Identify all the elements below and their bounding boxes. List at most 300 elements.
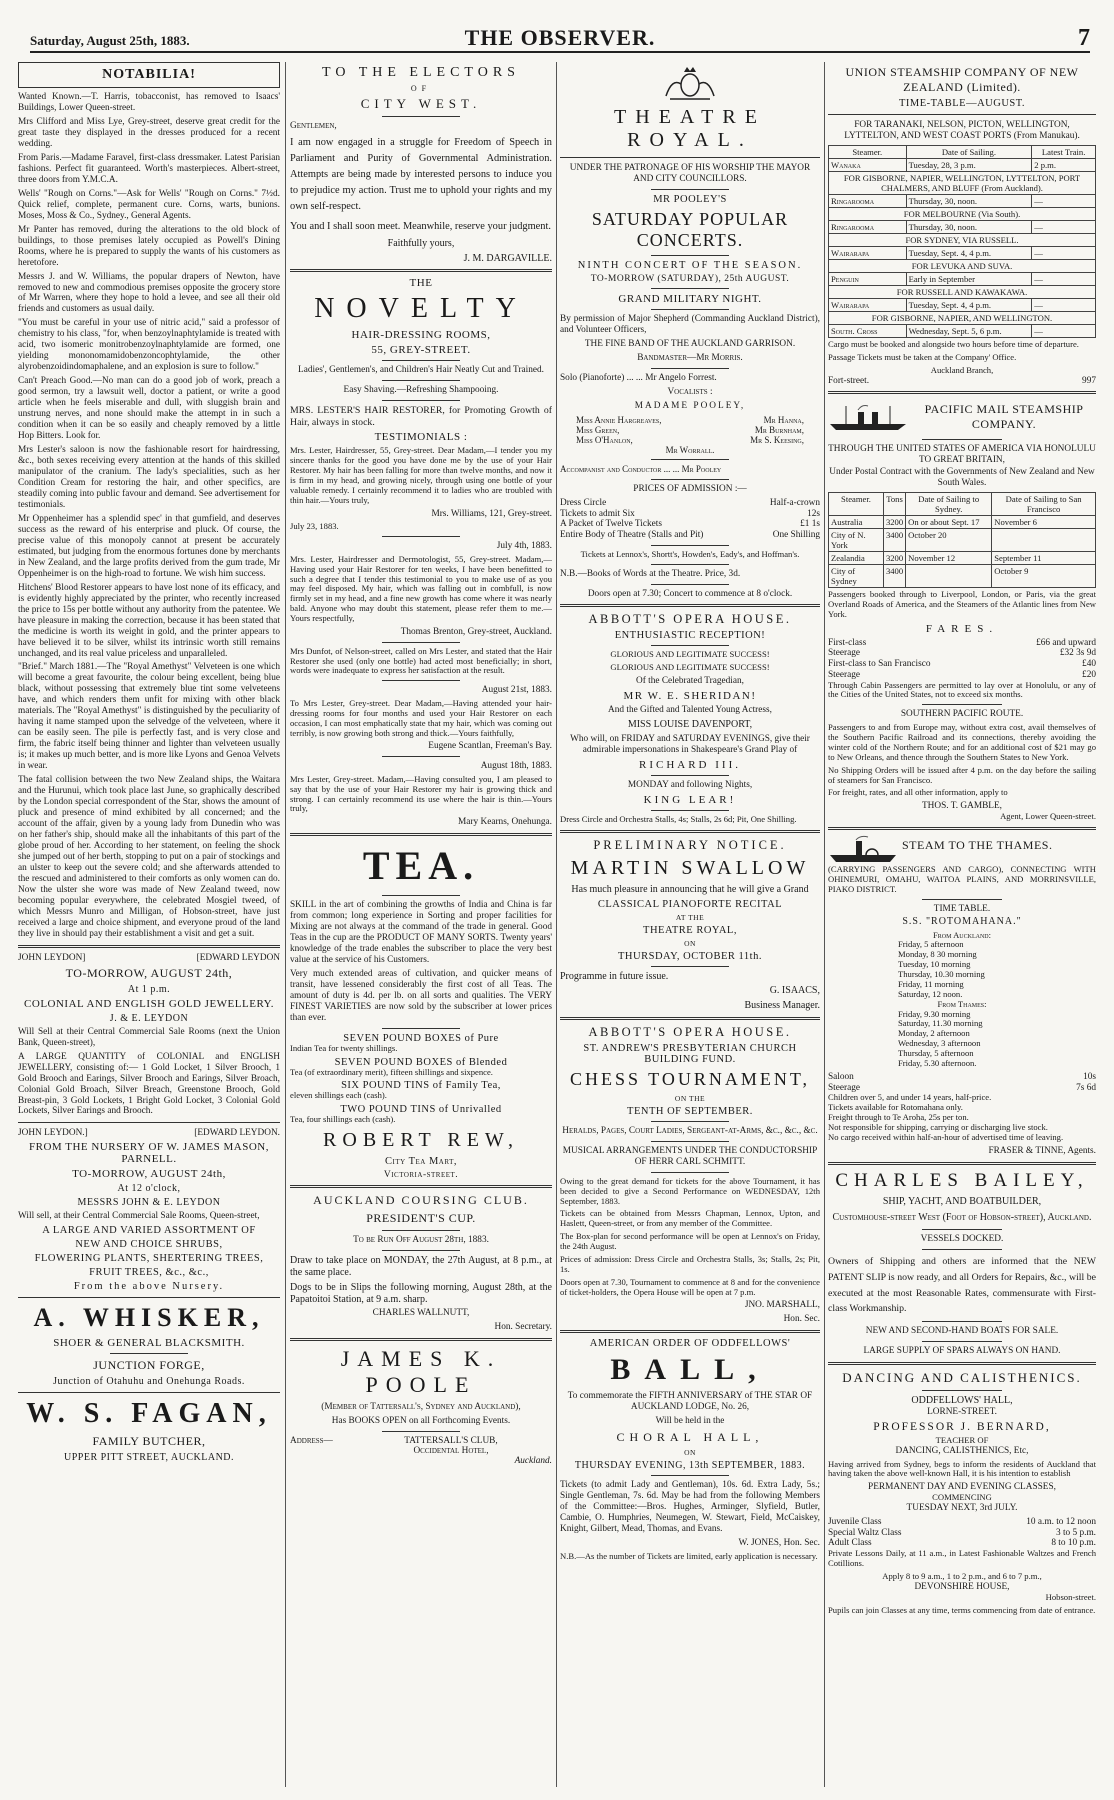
tea-offer: SIX POUND TINS of Family Tea, (341, 1080, 501, 1092)
ball-hall: CHORAL HALL, (616, 1430, 764, 1445)
fare-label: First-class to San Francisco (828, 659, 931, 670)
sf-cell (992, 529, 1096, 552)
notabilia-list (18, 92, 280, 940)
opera-who: Who will, on FRIDAY and SATURDAY EVENINGS, give their admirable impersonations in Shakespeare's Grand Play of (570, 733, 810, 755)
sale-date: TO-MORROW, AUGUST 24th, (72, 1168, 226, 1181)
fare-value: £66 and upward (1036, 637, 1096, 648)
opera-actor: MR W. E. SHERIDAN! (623, 690, 757, 703)
sale-title: COLONIAL AND ENGLISH GOLD JEWELLERY. (24, 997, 274, 1010)
ball-nb: N.B.—As the number of Tickets are limited, early application is necessary. (560, 1551, 818, 1562)
chess-role: Hon. Sec. (783, 1314, 820, 1325)
church-fund: ST. ANDREW'S PRESBYTERIAN CHURCH BUILDING FUND. (583, 1042, 797, 1065)
train-cell: — (1032, 272, 1096, 285)
recital-signature: G. ISAACS, (769, 985, 820, 997)
notabilia-item: From Paris.—Madame Faravel, first-class dressmaker. Latest Parisian fashions. Perfect fit guaranteed. Worth's masterpieces. Albert-street, three doors from Y.M.C.A. (18, 152, 280, 185)
pacific-mail-ad (828, 399, 1096, 822)
class-time: 10 a.m. to 12 noon (1026, 1517, 1096, 1528)
chess-cast: Heralds, Pages, Court Ladies, Sergeant-at-Arms, &c., &c., &c. (562, 1125, 818, 1136)
chess-date: TENTH OF SEPTEMBER. (627, 1105, 753, 1117)
recital-date: THURSDAY, OCTOBER 11th. (618, 950, 762, 962)
pianist-name: MARTIN SWALLOW (570, 856, 810, 879)
vocalist: Miss O'Hanlon, (576, 434, 633, 445)
thames-sailing: Thursday, 10.30 morning (898, 969, 985, 980)
fagan-trade: FAMILY BUTCHER, (92, 1434, 206, 1449)
theatre-prices-heading: PRICES OF ADMISSION :— (633, 483, 747, 494)
column-rule (556, 62, 557, 1787)
oddfellows-ball-ad (560, 1338, 820, 1562)
masthead (30, 25, 1090, 53)
sale-title: FROM THE NURSERY OF W. JAMES MASON, PARNELL. (29, 1141, 269, 1166)
novelty-address: 55, GREY-STREET. (371, 344, 471, 357)
chess-para: Tickets can be obtained from Messrs Chapman, Lennox, Upton, and Haslett, Queen-street, or from any member of the Committee. (560, 1208, 820, 1229)
theatre-bandmaster: Bandmaster—Mr Morris. (637, 352, 743, 363)
sale-line: A LARGE AND VARIED ASSORTMENT OF (42, 1225, 256, 1237)
pacific-col-header: Tons (883, 493, 905, 516)
electors-line-3: CITY WEST. (360, 96, 482, 111)
union-passage: Passage Tickets must be taken at the Company' Office. (828, 351, 1017, 362)
pacific-shipping: No Shipping Orders will be issued after 4 p.m. on the day before the sailing of steamers for San Francisco. (828, 764, 1096, 785)
union-cargo: Cargo must be booked and alongside two hours before time of departure. (828, 338, 1079, 349)
union-timetable: TIME-TABLE—AUGUST. (898, 98, 1026, 109)
chess-para: The Box-plan for second performance will be open at Lennox's on Friday, the 24th August. (560, 1231, 820, 1252)
notabilia-item: The fatal collision between the two New Zealand ships, the Waitara and the Hurunui, which took place last June, so graphically described by the London special correspondent of the Star, shows the amount of pluck and presence of mind exhibited by all concerned; and the account of the affair, given by a young lady from Dunedin who was on her father's ship, should make all the inhabitants of this part of the globe proud of her. According to her statement, on feeling the shock she jumped out of her berth, stopping to put on a pair of stockings and an ulster to keep out the severe cold; and she afterwards attended to the rescued and administered to their comforts as only women can do. Now the ulster she wore was made of New Zealand tweed, now becoming popular everywhere, the celebrated Mosgiel tweed, of which Messrs Munro and Milligan, of Hobson-street, have just received a large and choice shipment, and everyone proud of the land they live in should pay their establishment a visit and get a suit. (18, 775, 280, 939)
thames-from-thames: From Thames: (937, 998, 987, 1009)
thames-sailing: Friday, 5 afternoon (898, 939, 964, 950)
tea-offer-detail: Tea (of extraordinary merit), fifteen shillings and sixpence. (290, 1066, 493, 1077)
union-steamship-ad (828, 65, 1096, 386)
thames-note: Not responsible for shipping, carrying or discharging live stock. (828, 1121, 1048, 1132)
tons-cell: 3200 (883, 516, 905, 529)
column-1 (18, 62, 280, 1787)
table-row (829, 516, 1096, 529)
auctioneer-name: MESSRS JOHN & E. LEYDON (77, 1197, 221, 1209)
class-label: Special Waltz Class (828, 1527, 902, 1538)
theatre-permission: By permission of Major Shepherd (Commanding Auckland District), and Volunteer Officers, (560, 313, 820, 335)
ball-title: BALL, (610, 1353, 770, 1387)
sf-cell: October 9 (992, 565, 1096, 588)
vocalist: Mr S. Keesing, (750, 434, 804, 445)
price-label: Entire Body of Theatre (Stalls and Pit) (560, 529, 704, 540)
whisker-ad (18, 1303, 280, 1387)
poole-address-block (290, 1436, 552, 1466)
paddle-steamer-icon (828, 835, 898, 865)
dancing-pupils: Pupils can join Classes at any time, terms commencing from date of entrance. (828, 1604, 1096, 1615)
pacific-col-header: Steamer. (829, 493, 884, 516)
thames-note: Freight through to Te Aroha, 25s per ton. (828, 1111, 969, 1122)
thames-sailing: Monday, 2 afternoon (898, 1028, 970, 1039)
opera-success: GLORIOUS AND LEGITIMATE SUCCESS! (610, 662, 770, 673)
route-header: FOR GISBORNE, NAPIER, WELLINGTON, LYTTELTON, PORT CHALMERS, AND BLUFF (From Auckland). (829, 171, 1096, 194)
table-row (829, 565, 1096, 588)
thames-sailing: Saturday, 12 noon. (898, 988, 963, 999)
sale-time: At 12 o'clock, (117, 1183, 181, 1195)
dancing-classes: PERMANENT DAY AND EVENING CLASSES, (868, 1482, 1056, 1493)
testimonial: Mrs Lester, Grey-street. Madam,—Having consulted you, I am pleased to say that by the use of your Hair Restorer my hair is growing thick and strong. I can certainly recommend its use where the hair is thin.—Yours truly, (290, 773, 552, 814)
class-time: 3 to 5 p.m. (1055, 1527, 1096, 1538)
chess-signature: JNO. MARSHALL, (744, 1300, 820, 1311)
notabilia-item: Hitchens' Blood Restorer appears to have lost none of its efficacy, and is evidently highly appreciated by the printer, who recently increased the price to 15s per bottle without any authority from the patentee. We have pleasure in making the correction, because it has been stated that the medicine is worth its weight in gold, and the printer appears to have believed it to be silver, whilst its intrinsic worth still remains unchanged, and its real value priceless and unparalleled. (18, 582, 280, 659)
whisker-trade: SHOER & GENERAL BLACKSMITH. (53, 1337, 245, 1350)
testimonial-date: August 18th, 1883. (480, 761, 552, 772)
dancing-house: DEVONSHIRE HOUSE, (914, 1581, 1010, 1592)
pacific-through: THROUGH THE UNITED STATES OF AMERICA VIA HONOLULU TO GREAT BRITAIN, (828, 444, 1096, 466)
testimonials-heading: TESTIMONIALS : (374, 431, 468, 444)
train-cell: — (1032, 324, 1096, 337)
novelty-line-1: Ladies', Gentlemen's, and Children's Hair Neatly Cut and Trained. (298, 365, 544, 376)
thames-sailing: Monday, 8 30 morning (898, 949, 977, 960)
thames-sailing: Friday, 5.30 afternoon. (898, 1057, 977, 1068)
column-rule (824, 62, 825, 1787)
theatre-patronage: UNDER THE PATRONAGE OF HIS WORSHIP THE MAYOR AND CITY COUNCILLORS. (569, 163, 811, 184)
whisker-name: A. WHISKER, (33, 1303, 265, 1333)
opera-prices: Dress Circle and Orchestra Stalls, 4s; Stalls, 2s 6d; Pit, One Shilling. (560, 813, 797, 824)
chess-para: Doors open at 7.30, Tournament to commence at 8 and for the convenience of ticket-holders, the Opera House will be open at 7 p.m. (560, 1276, 820, 1297)
steamer-cell: City of N. York (829, 529, 884, 552)
pacific-cabin: Through Cabin Passengers are permitted to lay over at Honolulu, or any of the Cities of the United States, not to exceed six months. (828, 679, 1096, 700)
auctioneer-name: J. & E. LEYDON (109, 1012, 189, 1024)
union-ports: FOR TARANAKI, NELSON, PICTON, WELLINGTON, LYTTELTON, AND WEST COAST PORTS (From Manukau). (844, 120, 1080, 141)
notabilia-item: Mr Oppenheimer has a splendid spec' in that gumfield, and deserves success as the reward of his enterprise and pluck. Of course, the precise value of this monopoly cannot at present be accurately estimated, but judging from the enormous fortunes done by merchants in New Zealand, and the large profits derived from the gum trade, Mr Oppenheimer is on the high-road to fortune. We wish him success. (18, 513, 280, 579)
testimonial-date: July 4th, 1883. (496, 541, 552, 552)
thames-sailing: Saturday, 11.30 morning (898, 1018, 983, 1029)
sale-line: FLOWERING PLANTS, SHERTERING TREES, (34, 1253, 264, 1265)
page-number: 7 (1078, 25, 1090, 51)
sydney-cell: October 20 (906, 529, 992, 552)
coursing-para-1: Draw to take place on MONDAY, the 27th August, at 8 p.m., at the same place. (290, 1255, 552, 1278)
ball-held: Will be held in the (655, 1416, 725, 1427)
theatre-ninth: NINTH CONCERT OF THE SEASON. (577, 259, 803, 271)
table-row (829, 220, 1096, 233)
fare-label: Steerage (828, 1082, 861, 1093)
sale-intro: Will Sell at their Central Commercial Sale Rooms (next the Union Bank, Queen-street), (18, 1026, 280, 1048)
ball-signature: W. JONES, Hon. Sec. (738, 1538, 820, 1549)
novelty-line-2: Easy Shaving.—Refreshing Shampooing. (343, 385, 499, 396)
preliminary-notice: PRELIMINARY NOTICE. (593, 837, 787, 852)
tea-address: Victoria-street. (383, 1170, 459, 1181)
steamship-icon (828, 402, 908, 432)
dancing-apply: Apply 8 to 9 a.m., 1 to 2 p.m., and 6 to 7 p.m., (882, 1570, 1042, 1581)
union-col-header: Date of Sailing. (906, 145, 1032, 158)
testimonial-signature: Eugene Scantlan, Freeman's Bay. (428, 741, 552, 752)
testimonial-date: July 23, 1883. (290, 521, 339, 532)
dancing-teacher: TEACHER OF (935, 1434, 989, 1445)
fare-value: £20 (1082, 669, 1096, 680)
fare-label: Saloon (828, 1071, 854, 1082)
pacific-passengers: Passengers booked through to Liverpool, London, or Paris, via the great Overland Roads of America, and the Steamers of the Atlantic lines from New York. (828, 589, 1096, 619)
whisker-address: Junction of Otahuhu and Onehunga Roads. (53, 1376, 245, 1388)
steamer-cell: Australia (829, 516, 884, 529)
sailing-cell: Tuesday, Sept. 4, 4 p.m. (906, 246, 1032, 259)
ball-tickets: Tickets (to admit Lady and Gentleman), 10s. 6d. Extra Lady, 5s.; Single Gentleman, 7s. 6d. May be had from the following Members of the Committee:—Bros. Hughes, Arminger, Slyfield, Butler, Cambie, O. Humphries, Neumegen, W. Stewart, Field, McCaiskey, Knight, Gilbert, Mead, Thomas, and Evans. (560, 1480, 820, 1535)
auctioneer-left: JOHN LEYDON.] (18, 1128, 88, 1139)
sailing-cell: Thursday, 30, noon. (906, 194, 1032, 207)
dancing-private: Private Lessons Daily, at 11 a.m., in Latest Fashionable Waltzes and French Cotillions. (828, 1548, 1096, 1569)
testimonial-signature: Mrs. Williams, 121, Grey-street. (431, 508, 552, 519)
chess-para: Owing to the great demand for tickets for the above Tournament, it has been decided to give a Second Performance on WEDNESDAY, 12th September, 1883. (560, 1175, 820, 1206)
whisker-forge: JUNCTION FORGE, (93, 1358, 205, 1373)
theatre-royal-ad (560, 64, 820, 599)
tea-offer-detail: eleven shillings each (cash). (290, 1090, 387, 1101)
dancing-ad (828, 1370, 1096, 1616)
price-label: A Packet of Twelve Tickets (560, 519, 662, 530)
table-row (829, 194, 1096, 207)
column-4 (828, 62, 1096, 1787)
thames-sailing: Friday, 11 morning (898, 978, 964, 989)
dancing-subjects: DANCING, CALISTHENICS, Etc, (895, 1445, 1029, 1456)
table-row (829, 298, 1096, 311)
abbott-chess-ad (560, 1025, 820, 1325)
fare-label: Steerage (828, 648, 861, 659)
notabilia-item: Wells' "Rough on Corns."—Ask for Wells' "Rough on Corns." 7½d. Quick relief, complete, permanent cure. Corns, warts, bunions. Moses, Moss & Co., Sydney., General Agents. (18, 188, 280, 221)
theatre-title: THEATRE ROYAL. (614, 106, 766, 151)
chess-on: ON THE (674, 1093, 706, 1103)
sale-line: FRUIT TREES, &c., &c., (89, 1267, 209, 1279)
novelty-title: NOVELTY (314, 293, 528, 325)
novelty-line-3: MRS. LESTER'S HAIR RESTORER, for Promoting Growth of Hair, always in stock. (290, 405, 552, 428)
table-row (829, 158, 1096, 171)
recital-title: CLASSICAL PIANOFORTE RECITAL (597, 898, 783, 910)
price-label: Tickets to admit Six (560, 508, 635, 519)
sailing-cell: Thursday, 30, noon. (906, 220, 1032, 233)
column-3 (560, 62, 820, 1787)
tea-offer-detail: Tea, four shillings each (cash). (290, 1114, 396, 1125)
union-branch: Auckland Branch, (930, 364, 994, 375)
notabilia-item: "You must be careful in your use of nitric acid," said a professor of chemistry to his class, "for, when benzoylnaphtylamide is treated with acid, two isomeric monitrobenzoylnaphtylamide are formed, one yielding mononomamidobenzoncophtylamide, the other alyrobenzoidindomaphalene, and an explosion is sure to follow." (18, 318, 280, 373)
table-row (829, 246, 1096, 259)
ball-commemorate: To commemorate the FIFTH ANNIVERSARY of THE STAR OF AUCKLAND LODGE, No. 26, (567, 1391, 813, 1413)
bailey-trade: SHIP, YACHT, AND BOATBUILDER, (882, 1195, 1042, 1207)
electors-close: Faithfully yours, (387, 237, 455, 249)
theatre-date: TO-MORROW (SATURDAY), 25th AUGUST. (590, 273, 790, 284)
sf-cell: November 6 (992, 516, 1096, 529)
sydney-cell: On or about Sept. 17 (906, 516, 992, 529)
notabilia-item: Messrs J. and W. Williams, the popular drapers of Newton, have removed to new and commodious premises opposite the grocery store of Mr Warren, where they hope to hold a levee, and see all their old friends and customers as usual daily. (18, 271, 280, 315)
sailing-cell: Tuesday, Sept. 4, 4 p.m. (906, 298, 1032, 311)
price-value: £1 1s (800, 519, 820, 530)
notabilia-item: Mrs Lester's saloon is now the fashionable resort for hairdressing, &c., both sexes receiving every attention at the hands of this skilled manipulator of the cranium. The lady's specialities, such as her Condition Cream for restoring the hair, and other specifics, are steadily coming into public favour and demand. See advertisement for testimonials. (18, 445, 280, 510)
table-row (829, 529, 1096, 552)
notabilia-heading: NOTABILIA! (102, 67, 196, 82)
opera-success: GLORIOUS AND LEGITIMATE SUCCESS! (610, 649, 770, 660)
sailing-cell: Tuesday, 28, 3 p.m. (906, 158, 1032, 171)
price-label: Dress Circle (560, 497, 607, 508)
train-cell: — (1032, 194, 1096, 207)
steamer-cell: Wairarapa (829, 298, 907, 311)
testimonial: Mrs. Lester, Hairdresser and Dermotologist, 55, Grey-street. Madam,—Having used your Hair Restorer for ten weeks, I have been benefitted to such a degree that I tender this testimonial to you to make use of as you may feel disposed. My hair, which was falling out in combfull, is now firmly set in my head, and a fine new growth has come where it was nearly bald. Anyone who may doubt this statement, please refer them to me.—Yours respectfully, (290, 553, 552, 624)
electors-line-1: TO THE ELECTORS (322, 65, 520, 80)
pacific-col-header: Date of Sailing to San Francisco (992, 493, 1096, 516)
route-header: FOR RUSSELL AND KAWAKAWA. (829, 285, 1096, 298)
thames-note: Tickets available for Rotomahana only. (828, 1102, 963, 1113)
issue-date: Saturday, August 25th, 1883. (30, 33, 190, 48)
opera-monday: MONDAY and following Nights, (627, 779, 753, 790)
thames-agents: FRASER & TINNE, Agents. (988, 1145, 1096, 1156)
train-cell: — (1032, 298, 1096, 311)
sale-intro: Will sell, at their Central Commercial Sale Rooms, Queen-street, (18, 1211, 260, 1222)
poole-address-line: TATTERSALL'S CLUB, (404, 1436, 498, 1447)
dancing-date: TUESDAY NEXT, 3rd JULY. (906, 1503, 1018, 1514)
fagan-name: W. S. FAGAN, (26, 1398, 272, 1430)
pacific-col-header: Date of Sailing to Sydney. (906, 493, 992, 516)
tea-firm: ROBERT REW, (323, 1129, 519, 1152)
theatre-night: GRAND MILITARY NIGHT. (618, 292, 762, 305)
chess-title: CHESS TOURNAMENT, (569, 1068, 811, 1089)
sale-date: TO-MORROW, AUGUST 24th, (65, 965, 233, 980)
price-value: Half-a-crown (769, 497, 820, 508)
vocalist: Miss Green, (576, 424, 620, 435)
tea-mart: City Tea Mart, (384, 1156, 457, 1168)
ball-date: THURSDAY EVENING, 13th SEPTEMBER, 1883. (574, 1460, 806, 1472)
price-value: One Shilling (772, 529, 820, 540)
class-label: Adult Class (828, 1538, 872, 1549)
steamer-cell: Zealandia (829, 552, 884, 565)
thames-sailing: Friday, 9.30 morning (898, 1008, 971, 1019)
vocalist: Mr Burnham, (754, 424, 804, 435)
pacific-title: PACIFIC MAIL STEAMSHIP COMPANY. (924, 402, 1084, 432)
opera-of: Of the Celebrated Tragedian, (636, 676, 744, 687)
train-cell: — (1032, 246, 1096, 259)
sydney-cell: November 12 (906, 552, 992, 565)
novelty-sub: HAIR-DRESSING ROOMS, (351, 329, 491, 342)
coursing-run: To be Run Off August 28th, 1883. (353, 1235, 489, 1246)
opera-house-title: ABBOTT'S OPERA HOUSE. (588, 612, 792, 627)
dancing-street: LORNE-STREET. (927, 1406, 997, 1417)
theatre-doors: Doors open at 7.30; Concert to commence at 8 o'clock. (587, 588, 793, 599)
tea-offer-detail: Indian Tea for twenty shillings. (290, 1042, 398, 1053)
testimonial: Mrs Dunfot, of Nelson-street, called on Mrs Lester, and stated that the Hair Restorer she used (only one bottle) had acted most beneficially; in short, words were inadequate to express her satisfaction at the result. (290, 645, 552, 676)
notabilia-item: Can't Preach Good.—No man can do a good job of work, preach a good sermon, try a lawsuit well, doctor a patient, or write a good article when he feels miserable and dull, with sluggish brain and unstrung nerves, and none should make the attempt in in such a condition when it can be so easily and cheaply removed by a little Hop Bitters. Look for. (18, 376, 280, 442)
steamer-cell: Wanaka (829, 158, 907, 171)
route-header: FOR MELBOURNE (Via South). (829, 207, 1096, 220)
bailey-boats: NEW AND SECOND-HAND BOATS FOR SALE. (865, 1326, 1059, 1336)
recital-programme: Programme in future issue. (560, 970, 669, 982)
tons-cell: 3400 (883, 529, 905, 552)
table-row (829, 552, 1096, 565)
class-label: Juvenile Class (828, 1517, 882, 1528)
coursing-signature: CHARLES WALLNUTT, (372, 1308, 470, 1319)
pacific-fares: FARES. (925, 622, 999, 635)
thames-sailing: Wednesday, 3 afternoon (898, 1038, 981, 1049)
pacific-table (828, 492, 1096, 588)
sydney-cell (906, 565, 992, 588)
opera-reception: ENTHUSIASTIC RECEPTION! (614, 630, 766, 642)
thames-sailing: Thursday, 5 afternoon (898, 1048, 974, 1059)
steamer-cell: City of Sydney (829, 565, 884, 588)
theatre-presenter: MR POOLEY'S (653, 193, 727, 205)
chess-music: MUSICAL ARRANGEMENTS UNDER THE CONDUCTORSHIP OF HERR CARL SCHMITT. (562, 1145, 818, 1167)
pacific-southern: SOUTHERN PACIFIC ROUTE. (900, 709, 1024, 720)
thames-body: (CARRYING PASSENGERS AND CARGO), CONNECTING WITH OHINEMURI, OMAHU, WAITOA PLAINS, AND MORRINSVILLE, PIAKO DISTRICT. (828, 864, 1096, 894)
fagan-address: UPPER PITT STREET, AUCKLAND. (63, 1452, 235, 1464)
novelty-ad (290, 277, 552, 828)
recital-has: Has much pleasure in announcing that he will give a Grand (571, 883, 809, 895)
column-2 (290, 62, 552, 1787)
pacific-agent-role: Agent, Lower Queen-street. (1000, 811, 1096, 822)
testimonial: To Mrs Lester, Grey-street. Dear Madam,—Having attended your hair-dressing rooms for four months and used your Hair Restorer on each occasion, I can most emphatically state that my hair, which was coming out terribly, is now growing both strong and thick.—Yours faithfully, (290, 697, 552, 738)
union-title: UNION STEAMSHIP COMPANY OF NEW ZEALAND (Limited). (845, 65, 1079, 94)
tea-para-2: Very much extended areas of cultivation, and quicker means of transit, have lessened considerably the first cost of all Teas. The amount of duty is 4d. per lb. on all sorts and qualities. The VERY FINEST VARIETIES are now sold by the subscriber at lower prices than ever. (290, 968, 552, 1023)
poole-books: Has BOOKS OPEN on all Forthcoming Events. (331, 1416, 511, 1427)
tea-ad (290, 842, 552, 1180)
electors-para-1: I am now engaged in a struggle for Freedom of Speech in Parliament and Purity of Governmental Administration. Attempts are being made by interested persons to induce you to prejudice my action. Trust me to uphold your rights and my own self-respect. (290, 136, 552, 213)
thames-note: Children over 5, and under 14 years, half-price. (828, 1092, 992, 1103)
oddfellows-title: AMERICAN ORDER OF ODDFELLOWS' (589, 1338, 791, 1350)
opera-and: And the Gifted and Talented Young Actress, (608, 705, 772, 716)
poole-address-label: Address— (290, 1436, 333, 1447)
route-header: FOR LEVUKA AND SUVA. (829, 259, 1096, 272)
auctioneer-left: JOHN LEYDON] (18, 952, 86, 963)
testimonial: Mrs. Lester, Hairdresser, 55, Grey-street. Dear Madam,—I tender you my sincere thanks for the good you have done me by the use of your Hair Restorer. My hair has been falling for more than twelve months, and now it is firm in my head, and growing nicely, through using one bottle of your valuable remedy. I certainly recommend it to ladies who are troubled with thin hair.—Yours truly, (290, 445, 552, 505)
fare-value: £40 (1082, 659, 1096, 670)
coursing-ad (290, 1193, 552, 1333)
fare-value: 10s (1083, 1071, 1096, 1082)
pacific-agent: THOS. T. GAMBLE, (922, 801, 1002, 812)
sale-body: A LARGE QUANTITY of COLONIAL and ENGLISH JEWELLERY, consisting of:— 1 Gold Locket, 1 Silver Brooch, 1 Gold Brooch and Earings, Silver Brooch and Earings, Silver Broach, Colonial Gold Broach, Silver Breach, Greenstone Brooch, Gold Breast-pin, 3 Gold Lockets, 1 Bright Gold Locket, 3 Colonial Gold Lockets, Silver Earings and Brooch. (18, 1051, 280, 1117)
ball-on: ON (684, 1448, 696, 1458)
testimonial-date: August 21st, 1883. (481, 685, 552, 696)
coursing-para-2: Dogs to be in Slips the following morning, August 28th, at the Papatoitoi Station, at 9 a.m. sharp. (290, 1281, 552, 1305)
poole-address-line: Occidental Hotel, (413, 1446, 489, 1457)
theatre-solo: Solo (Pianoforte) ... ... Mr Angelo Forrest. (560, 372, 717, 383)
price-value: 12s (807, 508, 820, 519)
auctioneer-right: [EDWARD LEYDON (196, 952, 280, 963)
recital-role: Business Manager. (744, 1000, 820, 1012)
fagan-ad (18, 1398, 280, 1463)
theatre-tickets: Tickets at Lennox's, Shortt's, Howden's, Eady's, and Hoffman's. (580, 548, 800, 559)
testimonial-signature: Mary Kearns, Onehunga. (458, 817, 552, 828)
sale-line: From the above Nursery. (73, 1281, 225, 1293)
novelty-the: THE (409, 277, 433, 290)
electors-para-2: You and I shall soon meet. Meanwhile, reserve your judgment. (290, 220, 551, 232)
notabilia-item: Mr Panter has removed, during the alterations to the old block of buildings, to those premises lately occupied as Powell's Dining Rooms, where he is prepared to supply the wants of his customers as heretofore. (18, 224, 280, 268)
union-table (828, 145, 1096, 338)
notabilia-heading-box (18, 62, 280, 88)
bailey-docked: VESSELS DOCKED. (920, 1234, 1004, 1245)
royal-crest-icon (662, 64, 718, 102)
bailey-boatbuilder-ad (828, 1170, 1096, 1357)
fare-label: Steerage (828, 669, 861, 680)
tea-offer: SEVEN POUND BOXES of Pure (343, 1032, 499, 1044)
tons-cell: 3200 (883, 552, 905, 565)
poole-address-line: Auckland. (514, 1456, 552, 1467)
pacific-southern-body: Passengers to and from Europe may, without extra cost, avail themselves of the Southern Pacific Railroad and its connections, thereby avoiding the winter cold of the Northern Route; and for an additional cost of $21 may go to New Orleans, and thence through the Southern States to New York. (828, 722, 1096, 762)
abbott-sheridan-ad (560, 612, 820, 824)
table-row (829, 324, 1096, 337)
bailey-address: Customhouse-street West (Foot of Hobson-street), Auckland. (832, 1212, 1092, 1224)
electors-ad (290, 65, 552, 264)
route-header: FOR GISBORNE, NAPIER, AND WELLINGTON. (829, 311, 1096, 324)
train-cell: 2 p.m. (1032, 158, 1096, 171)
chess-para: Prices of admission: Dress Circle and Orchestra Stalls, 3s; Stalls, 2s; Pit, 1s. (560, 1253, 820, 1274)
opera-actress: MISS LOUISE DAVENPORT, (627, 719, 753, 731)
poole-ad (290, 1346, 552, 1466)
table-row (829, 272, 1096, 285)
leydon-jewellery-ad (18, 953, 280, 1118)
pacific-under: Under Postal Contract with the Governments of New Zealand and New South Wales. (829, 467, 1095, 489)
steamer-cell: Ringarooma (829, 220, 907, 233)
dancing-hall: ODDFELLOWS' HALL, (911, 1394, 1013, 1406)
opera-house-title: ABBOTT'S OPERA HOUSE. (588, 1024, 792, 1039)
coursing-title: AUCKLAND COURSING CLUB. (313, 1193, 529, 1208)
poole-name: JAMES K. POOLE (340, 1346, 502, 1398)
bailey-name: CHARLES BAILEY, (835, 1169, 1089, 1191)
theatre-concerts: SATURDAY POPULAR CONCERTS. (591, 208, 789, 250)
fare-value: £32 3s 9d (1059, 648, 1096, 659)
sailing-cell: Wednesday, Sept. 5, 6 p.m. (906, 324, 1032, 337)
dancing-house-street: Hobson-street. (1045, 1591, 1096, 1602)
union-col-header: Latest Train. (1032, 145, 1096, 158)
steamer-cell: South. Cross (829, 324, 907, 337)
